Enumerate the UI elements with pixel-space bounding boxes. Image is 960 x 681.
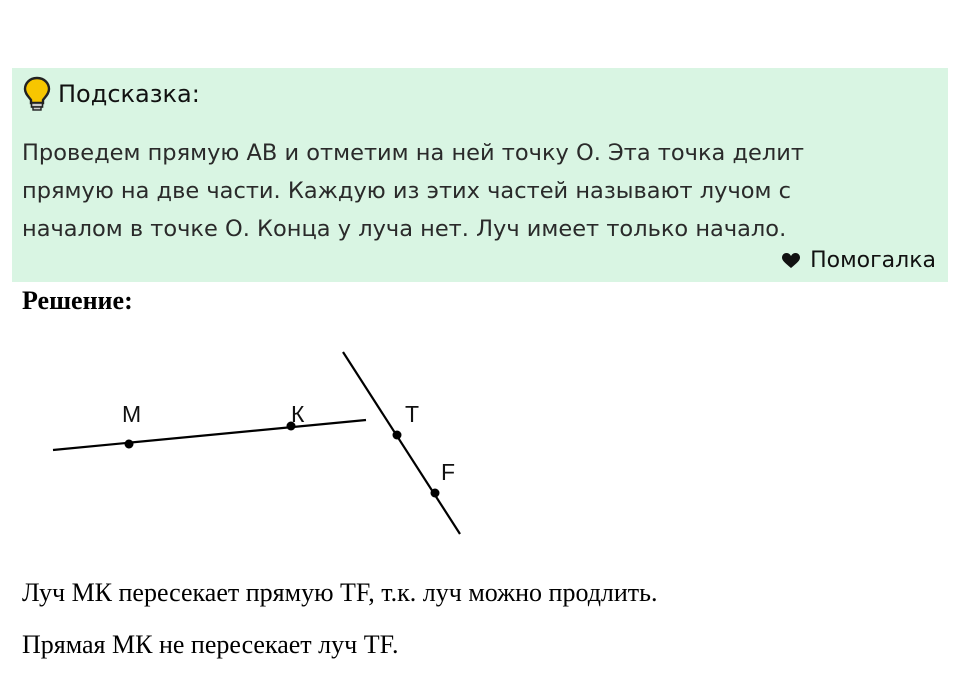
geometry-figure xyxy=(0,340,520,550)
lightbulb-icon xyxy=(22,76,52,112)
point-m xyxy=(125,440,134,449)
label-t: Т xyxy=(405,401,420,427)
hint-line: Проведем прямую АВ и отметим на ней точку О. Эта точка делит xyxy=(22,140,804,166)
hint-line: прямую на две части. Каждую из этих частей называют лучом с xyxy=(22,178,792,204)
hint-title: Подсказка: xyxy=(58,80,200,108)
label-m: М xyxy=(122,401,142,427)
point-t xyxy=(393,431,402,440)
ray-mk xyxy=(53,420,366,450)
solution-label: Решение: xyxy=(22,286,133,315)
hint-line: началом в точке О. Конца у луча нет. Луч имеет только начало. xyxy=(22,216,787,242)
brand-name: Помогалка xyxy=(810,248,936,273)
label-k: К xyxy=(291,401,305,427)
line-tf xyxy=(343,352,460,534)
answer-line: Луч МК пересекает прямую TF, т.к. луч можно продлить. xyxy=(22,578,658,607)
hint-header xyxy=(22,76,200,112)
point-f xyxy=(431,489,440,498)
hint-text xyxy=(22,134,942,248)
heart-icon xyxy=(782,253,800,269)
answer-line: Прямая МК не пересекает луч TF. xyxy=(22,630,399,659)
label-f: F xyxy=(441,459,456,485)
brand-link[interactable] xyxy=(782,248,936,273)
